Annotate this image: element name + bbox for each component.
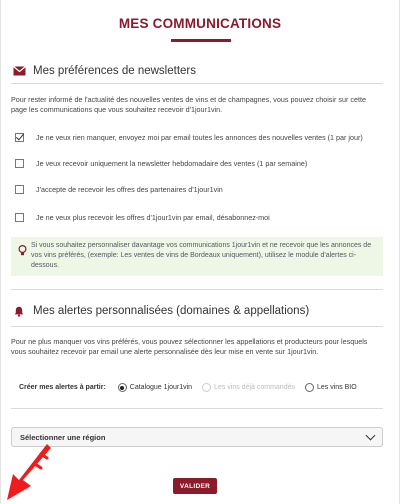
- divider: [11, 83, 383, 84]
- radio-label: Les vins déjà commandés: [214, 384, 295, 391]
- region-select[interactable]: [11, 427, 383, 447]
- alerts-source-row: [19, 383, 367, 392]
- region-select-value: Sélectionner une région: [20, 432, 106, 442]
- envelope-icon: [11, 64, 27, 78]
- radio-button[interactable]: [305, 383, 314, 392]
- radio-catalogue[interactable]: [118, 383, 192, 392]
- checkbox-checked[interactable]: [15, 133, 24, 142]
- newsletter-option-label: J'accepte de recevoir les offres des partenaires d'1jour1vin: [36, 185, 223, 194]
- checkbox[interactable]: [15, 159, 24, 168]
- newsletter-option-label: Je ne veux plus recevoir les offres d'1jour1vin par email, désabonnez-moi: [36, 213, 270, 222]
- newsletter-option-weekly[interactable]: [15, 159, 307, 168]
- checkbox[interactable]: [15, 213, 24, 222]
- checkbox[interactable]: [15, 185, 24, 194]
- radio-label: Catalogue 1jour1vin: [129, 384, 193, 391]
- radio-button-disabled: [202, 383, 211, 392]
- title-underline: [171, 39, 231, 42]
- alerts-section-heading: [11, 304, 309, 318]
- divider: [11, 326, 383, 327]
- radio-organic-wines[interactable]: [305, 383, 357, 392]
- red-pointer-arrow-icon: [1, 440, 57, 504]
- newsletter-heading-text: Mes préférences de newsletters: [33, 65, 196, 77]
- newsletter-intro: Pour rester informé de l'actualité des nouvelles ventes de vins et de champagnes, vous pouvez choisir sur cette page les communications que vous souhaitez recevoir d'1jour1vin.: [11, 95, 366, 114]
- chevron-down-icon: [366, 430, 376, 440]
- info-text: Si vous souhaitez personnaliser davantage vos communications 1jour1vin et ne recevoir que les annonces de vos vins préférés, (exemple: Les ventes de vins de Bordeaux uniquement), utilisez le module d'alertes ci-dessous.: [31, 242, 372, 269]
- alerts-create-label: Créer mes alertes à partir:: [19, 384, 106, 391]
- bell-icon: [11, 304, 27, 318]
- radio-button-selected[interactable]: [118, 383, 127, 392]
- newsletter-option-all[interactable]: [15, 133, 363, 142]
- newsletter-option-partners[interactable]: [15, 185, 223, 194]
- validate-button[interactable]: VALIDER: [173, 478, 217, 494]
- radio-ordered-wines: [202, 383, 295, 392]
- alerts-intro: Pour ne plus manquer vos vins préférés, vous pouvez sélectionner les appellations et producteurs pour lesquels vous souhaitez recevoir par email une alerte personnalisée dès leur mise en vente sur 1jour1vin.: [11, 337, 368, 356]
- alerts-heading-text: Mes alertes personnalisées (domaines & appellations): [33, 305, 310, 317]
- newsletter-section-heading: [11, 64, 196, 78]
- radio-label: Les vins BIO: [316, 384, 357, 391]
- page-title: MES COMMUNICATIONS: [118, 16, 282, 31]
- newsletter-option-unsubscribe[interactable]: [15, 213, 270, 222]
- newsletter-option-label: Je veux recevoir uniquement la newsletter hebdomadaire des ventes (1 par semaine): [36, 159, 308, 168]
- divider: [11, 289, 383, 290]
- newsletter-option-label: Je ne veux rien manquer, envoyez moi par email toutes les annonces des nouvelles ventes (1 par jour): [36, 133, 363, 142]
- info-box: [11, 237, 383, 276]
- lightbulb-icon: [18, 243, 27, 254]
- divider: [11, 408, 383, 409]
